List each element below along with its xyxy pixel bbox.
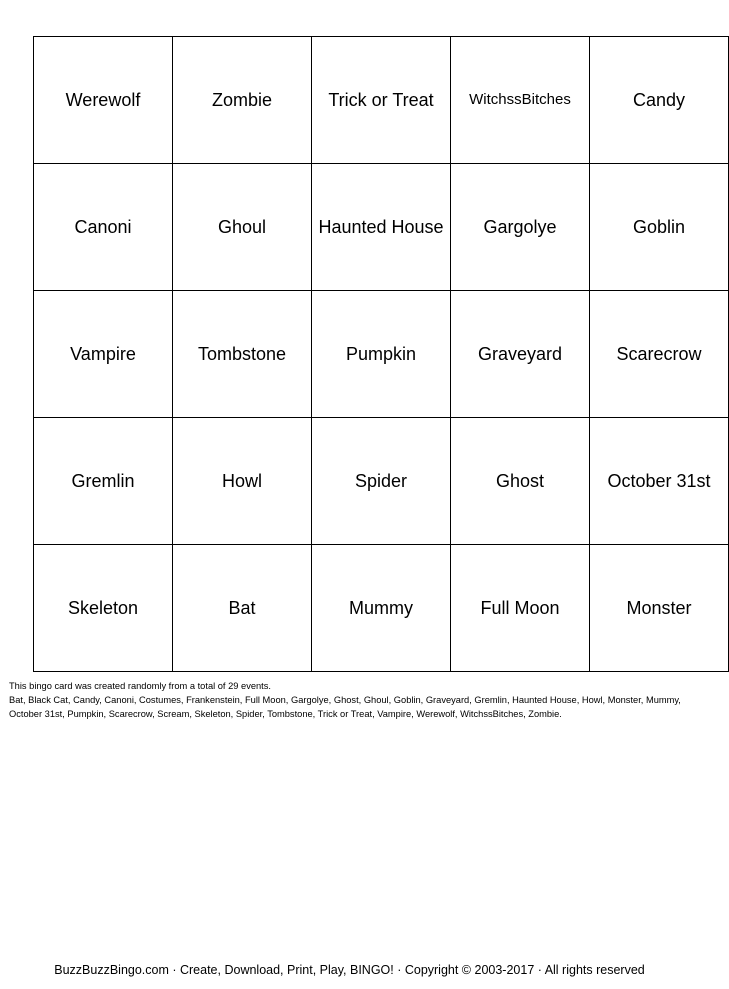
bingo-row xyxy=(34,418,729,545)
bingo-cell: Pumpkin xyxy=(312,291,451,418)
bingo-cell: Werewolf xyxy=(34,37,173,164)
bingo-cell: Zombie xyxy=(173,37,312,164)
bingo-cell: Mummy xyxy=(312,545,451,672)
bingo-cell: Ghost xyxy=(451,418,590,545)
bingo-cell: Skeleton xyxy=(34,545,173,672)
bingo-cell: Vampire xyxy=(34,291,173,418)
bingo-card-grid xyxy=(33,36,729,672)
bingo-cell: Full Moon xyxy=(451,545,590,672)
bingo-cell: Bat xyxy=(173,545,312,672)
bingo-cell: Canoni xyxy=(34,164,173,291)
bingo-cell: Goblin xyxy=(590,164,729,291)
bingo-cell: Monster xyxy=(590,545,729,672)
bingo-cell: Candy xyxy=(590,37,729,164)
bingo-cell: Gremlin xyxy=(34,418,173,545)
bingo-row xyxy=(34,545,729,672)
events-list: Bat, Black Cat, Candy, Canoni, Costumes, Frankenstein, Full Moon, Gargolye, Ghost, Ghoul, Goblin, Graveyard, Gremlin, Haunted House, Howl, Monster, Mummy, October 31st, Pumpkin, Scarecrow, Scream, Skeleton, Spider, Tombstone, Trick or Treat, Vampire, Werewolf, WitchssBitches, Zombie. xyxy=(9,695,681,719)
bingo-cell: October 31st xyxy=(590,418,729,545)
bingo-cell: Spider xyxy=(312,418,451,545)
bingo-cell: Howl xyxy=(173,418,312,545)
bingo-row xyxy=(34,291,729,418)
bingo-cell: Gargolye xyxy=(451,164,590,291)
bingo-cell: Graveyard xyxy=(451,291,590,418)
created-note: This bingo card was created randomly from a total of 29 events. xyxy=(9,681,271,691)
bingo-cell: WitchssBitches xyxy=(451,37,590,164)
footer-copyright: BuzzBuzzBingo.com · Create, Download, Print, Play, BINGO! · Copyright © 2003-2017 · All rights reserved xyxy=(54,963,645,977)
bingo-cell: Trick or Treat xyxy=(312,37,451,164)
bingo-cell: Haunted House xyxy=(312,164,451,291)
card-info xyxy=(9,679,689,721)
bingo-row xyxy=(34,37,729,164)
bingo-row xyxy=(34,164,729,291)
bingo-cell: Ghoul xyxy=(173,164,312,291)
bingo-cell: Tombstone xyxy=(173,291,312,418)
bingo-cell: Scarecrow xyxy=(590,291,729,418)
